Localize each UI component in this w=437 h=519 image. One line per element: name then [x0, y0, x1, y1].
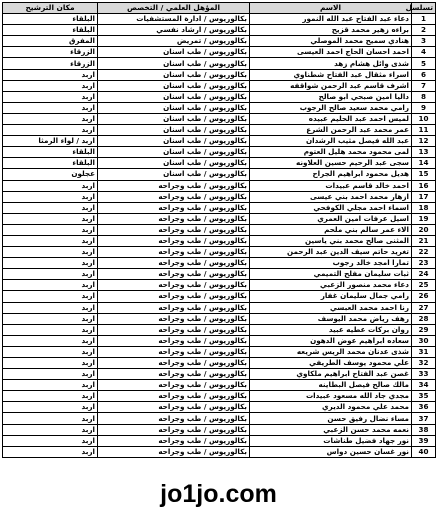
cell-qualification: بكالوريوس / طب اسنان [98, 125, 250, 136]
cell-qualification: بكالوريوس / طب وجراحه [98, 247, 250, 258]
cell-qualification: بكالوريوس / طب وجراحه [98, 224, 250, 235]
cell-nomination-place: اربد / لواء الرمثا [3, 136, 98, 147]
table-row [3, 435, 436, 446]
table-row [3, 180, 436, 191]
cell-qualification: بكالوريوس / طب اسنان [98, 80, 250, 91]
cell-serial: 21 [412, 235, 436, 246]
table-row [3, 113, 436, 124]
cell-nomination-place: اربد [3, 202, 98, 213]
table-row [3, 302, 436, 313]
table-row [3, 47, 436, 58]
cell-name: دعاء محمد منصور الزعبي [250, 280, 412, 291]
cell-serial: 19 [412, 213, 436, 224]
cell-serial: 5 [412, 58, 436, 69]
table-row [3, 169, 436, 180]
cell-nomination-place: اربد [3, 191, 98, 202]
cell-name: نور جهاد فضيل طناشات [250, 435, 412, 446]
cell-qualification: بكالوريوس / طب وجراحه [98, 213, 250, 224]
table-row [3, 446, 436, 457]
cell-serial: 16 [412, 180, 436, 191]
cell-serial: 26 [412, 291, 436, 302]
cell-name: روان بركات عطيه عبيد [250, 324, 412, 335]
cell-name: علي محمود يوسف الطريفي [250, 358, 412, 369]
cell-nomination-place: اربد [3, 435, 98, 446]
cell-serial: 8 [412, 91, 436, 102]
cell-nomination-place: اربد [3, 247, 98, 258]
cell-qualification: بكالوريوس / طب اسنان [98, 47, 250, 58]
cell-serial: 37 [412, 413, 436, 424]
table-row [3, 224, 436, 235]
cell-name: تمارا امجد خالد رجوب [250, 258, 412, 269]
cell-qualification: بكالوريوس / طب وجراحه [98, 302, 250, 313]
cell-nomination-place: البلقاء [3, 14, 98, 25]
cell-serial: 36 [412, 402, 436, 413]
cell-serial: 6 [412, 69, 436, 80]
cell-name: نعمه محمد حسن الزعبي [250, 424, 412, 435]
cell-nomination-place: اربد [3, 125, 98, 136]
cell-qualification: بكالوريوس / ادارة المستشفيات [98, 14, 250, 25]
cell-name: الاء عمر سالم بني ملحم [250, 224, 412, 235]
cell-serial: 22 [412, 247, 436, 258]
cell-name: عبد الله فيصل مثيب الرشدان [250, 136, 412, 147]
cell-name: اسماء احمد مجلي الكوفحي [250, 202, 412, 213]
cell-nomination-place: الزرقاء [3, 47, 98, 58]
cell-name: غصن عبد الفتاح ابراهيم ملكاوي [250, 369, 412, 380]
cell-serial: 23 [412, 258, 436, 269]
cell-serial: 9 [412, 102, 436, 113]
cell-nomination-place: اربد [3, 446, 98, 457]
cell-nomination-place: اربد [3, 102, 98, 113]
table-row [3, 80, 436, 91]
cell-nomination-place: اربد [3, 291, 98, 302]
cell-name: رهف رياض محمد اليوسف [250, 313, 412, 324]
header-qualification: المؤهل العلمي / التخصص [98, 3, 250, 14]
cell-qualification: بكالوريوس / طب اسنان [98, 169, 250, 180]
cell-nomination-place: اربد [3, 402, 98, 413]
table-row [3, 380, 436, 391]
cell-qualification: بكالوريوس / طب وجراحه [98, 391, 250, 402]
cell-name: تغريد حاتم سيف الدين عبد الرحمن [250, 247, 412, 258]
cell-name: عمر محمد عبد الرحمن الشرع [250, 125, 412, 136]
cell-qualification: بكالوريوس / طب اسنان [98, 147, 250, 158]
cell-qualification: بكالوريوس / طب وجراحه [98, 258, 250, 269]
cell-qualification: بكالوريوس / طب وجراحه [98, 424, 250, 435]
table-row [3, 313, 436, 324]
cell-name: مجدي جاد الله مسعود عبيدات [250, 391, 412, 402]
site-watermark: jo1jo.com [160, 480, 277, 508]
cell-qualification: بكالوريوس / طب وجراحه [98, 335, 250, 346]
cell-nomination-place: اربد [3, 391, 98, 402]
cell-serial: 20 [412, 224, 436, 235]
candidates-sheet [2, 2, 435, 458]
cell-name: نور غسان حسين دواس [250, 446, 412, 457]
cell-nomination-place: اربد [3, 213, 98, 224]
cell-name: سجى عبد الرحيم حسين العلاونه [250, 158, 412, 169]
cell-nomination-place: اربد [3, 280, 98, 291]
cell-name: براءه زهير محمد قزيح [250, 25, 412, 36]
cell-qualification: بكالوريوس / طب وجراحه [98, 413, 250, 424]
cell-serial: 29 [412, 324, 436, 335]
cell-serial: 11 [412, 125, 436, 136]
cell-qualification: بكالوريوس / طب اسنان [98, 102, 250, 113]
table-row [3, 25, 436, 36]
cell-nomination-place: الزرقاء [3, 58, 98, 69]
cell-qualification: بكالوريوس / طب وجراحه [98, 435, 250, 446]
cell-serial: 18 [412, 202, 436, 213]
cell-name: اسراء مثقال عبد الفتاح شطناوي [250, 69, 412, 80]
cell-qualification: بكالوريوس / طب وجراحه [98, 180, 250, 191]
cell-name: مالك صالح فيصل البطاينه [250, 380, 412, 391]
cell-serial: 3 [412, 36, 436, 47]
cell-name: محمد علي محمود الديري [250, 402, 412, 413]
cell-nomination-place: اربد [3, 335, 98, 346]
cell-nomination-place: اربد [3, 369, 98, 380]
cell-nomination-place: اربد [3, 324, 98, 335]
cell-serial: 39 [412, 435, 436, 446]
table-row [3, 14, 436, 25]
header-name: الاسم [250, 3, 412, 14]
cell-nomination-place: اربد [3, 413, 98, 424]
cell-name: شذى عدنان محمد الريس شريعه [250, 346, 412, 357]
cell-serial: 27 [412, 302, 436, 313]
table-row [3, 413, 436, 424]
cell-serial: 38 [412, 424, 436, 435]
header-serial: تسلسل [412, 3, 436, 14]
cell-nomination-place: اربد [3, 113, 98, 124]
cell-nomination-place: البلقاء [3, 25, 98, 36]
cell-nomination-place: البلقاء [3, 147, 98, 158]
cell-nomination-place: المفرق [3, 36, 98, 47]
table-row [3, 158, 436, 169]
cell-name: ثبات سليمان مفلح التميمي [250, 269, 412, 280]
cell-qualification: بكالوريوس / طب اسنان [98, 158, 250, 169]
cell-name: شذى وائل هشام زهد [250, 58, 412, 69]
cell-name: سعاده ابراهيم عوض الدهون [250, 335, 412, 346]
cell-serial: 25 [412, 280, 436, 291]
cell-name: اشرف قاسم عبد الرحمن شواقفه [250, 80, 412, 91]
cell-qualification: بكالوريوس / طب وجراحه [98, 402, 250, 413]
cell-name: داليا امين صبحي ابو صالح [250, 91, 412, 102]
cell-serial: 34 [412, 380, 436, 391]
cell-qualification: بكالوريوس / طب اسنان [98, 69, 250, 80]
cell-serial: 30 [412, 335, 436, 346]
table-row [3, 125, 436, 136]
cell-nomination-place: اربد [3, 180, 98, 191]
table-row [3, 69, 436, 80]
cell-serial: 13 [412, 147, 436, 158]
table-row [3, 358, 436, 369]
cell-serial: 2 [412, 25, 436, 36]
table-row [3, 391, 436, 402]
table-row [3, 324, 436, 335]
cell-qualification: بكالوريوس / طب وجراحه [98, 380, 250, 391]
cell-nomination-place: اربد [3, 302, 98, 313]
cell-serial: 4 [412, 47, 436, 58]
cell-qualification: بكالوريوس / طب وجراحه [98, 369, 250, 380]
cell-qualification: بكالوريوس / طب اسنان [98, 136, 250, 147]
cell-name: احمد احسان الحاج احمد العيسى [250, 47, 412, 58]
table-row [3, 247, 436, 258]
cell-qualification: بكالوريوس / طب وجراحه [98, 280, 250, 291]
cell-name: لميس احمد عبد الحليم عبيده [250, 113, 412, 124]
candidates-table [2, 2, 436, 458]
cell-serial: 7 [412, 80, 436, 91]
cell-serial: 35 [412, 391, 436, 402]
cell-qualification: بكالوريوس / ارشاد نفسي [98, 25, 250, 36]
cell-qualification: بكالوريوس / طب وجراحه [98, 291, 250, 302]
cell-serial: 32 [412, 358, 436, 369]
cell-name: ازهار محمد احمد بني عيسى [250, 191, 412, 202]
table-header-row [3, 3, 436, 14]
table-row [3, 102, 436, 113]
table-row [3, 291, 436, 302]
cell-serial: 31 [412, 346, 436, 357]
cell-name: رامي محمد سعيد صالح الرجوب [250, 102, 412, 113]
table-row [3, 235, 436, 246]
cell-nomination-place: اربد [3, 358, 98, 369]
table-row [3, 36, 436, 47]
table-row [3, 191, 436, 202]
cell-name: رنا احمد محمد العبسي [250, 302, 412, 313]
table-row [3, 258, 436, 269]
cell-qualification: بكالوريوس / طب وجراحه [98, 313, 250, 324]
cell-nomination-place: عجلون [3, 169, 98, 180]
cell-name: مساء نضال رفيق حسن [250, 413, 412, 424]
table-row [3, 136, 436, 147]
cell-nomination-place: اربد [3, 69, 98, 80]
cell-qualification: بكالوريوس / طب وجراحه [98, 446, 250, 457]
cell-name: المثنى صالح محمد بني ياسين [250, 235, 412, 246]
table-row [3, 424, 436, 435]
cell-serial: 1 [412, 14, 436, 25]
cell-nomination-place: اربد [3, 224, 98, 235]
table-row [3, 346, 436, 357]
cell-qualification: بكالوريوس / طب وجراحه [98, 235, 250, 246]
cell-qualification: بكالوريوس / طب وجراحه [98, 202, 250, 213]
cell-nomination-place: اربد [3, 380, 98, 391]
cell-qualification: بكالوريوس / تمريض [98, 36, 250, 47]
cell-nomination-place: اربد [3, 258, 98, 269]
cell-serial: 40 [412, 446, 436, 457]
cell-qualification: بكالوريوس / طب وجراحه [98, 324, 250, 335]
table-row [3, 213, 436, 224]
cell-serial: 17 [412, 191, 436, 202]
cell-name: لمى محمود محمد هليل العتوم [250, 147, 412, 158]
cell-nomination-place: اربد [3, 346, 98, 357]
cell-serial: 12 [412, 136, 436, 147]
cell-name: احمد خالد قاسم عبيدات [250, 180, 412, 191]
cell-nomination-place: اربد [3, 80, 98, 91]
cell-qualification: بكالوريوس / طب اسنان [98, 58, 250, 69]
cell-serial: 28 [412, 313, 436, 324]
table-row [3, 91, 436, 102]
cell-nomination-place: البلقاء [3, 158, 98, 169]
cell-nomination-place: اربد [3, 91, 98, 102]
table-row [3, 280, 436, 291]
table-row [3, 369, 436, 380]
cell-name: هديل محمود ابراهيم الجراح [250, 169, 412, 180]
cell-serial: 14 [412, 158, 436, 169]
cell-nomination-place: اربد [3, 313, 98, 324]
cell-serial: 24 [412, 269, 436, 280]
cell-serial: 33 [412, 369, 436, 380]
cell-qualification: بكالوريوس / طب اسنان [98, 91, 250, 102]
cell-nomination-place: اربد [3, 235, 98, 246]
cell-name: هنادي سميح محمد الموصلي [250, 36, 412, 47]
cell-nomination-place: اربد [3, 269, 98, 280]
cell-qualification: بكالوريوس / طب وجراحه [98, 358, 250, 369]
cell-name: اسيل عرفات امين العمري [250, 213, 412, 224]
cell-name: دعاء عبد الفتاح عبد الله النمور [250, 14, 412, 25]
cell-qualification: بكالوريوس / طب اسنان [98, 113, 250, 124]
cell-serial: 15 [412, 169, 436, 180]
cell-qualification: بكالوريوس / طب وجراحه [98, 191, 250, 202]
cell-name: رامي جمال سليمان غفار [250, 291, 412, 302]
header-nomination-place: مكان الترشيح [3, 3, 98, 14]
table-row [3, 202, 436, 213]
cell-nomination-place: اربد [3, 424, 98, 435]
table-row [3, 269, 436, 280]
table-row [3, 58, 436, 69]
table-row [3, 402, 436, 413]
table-row [3, 335, 436, 346]
table-row [3, 147, 436, 158]
cell-serial: 10 [412, 113, 436, 124]
cell-qualification: بكالوريوس / طب وجراحه [98, 269, 250, 280]
cell-qualification: بكالوريوس / طب وجراحه [98, 346, 250, 357]
